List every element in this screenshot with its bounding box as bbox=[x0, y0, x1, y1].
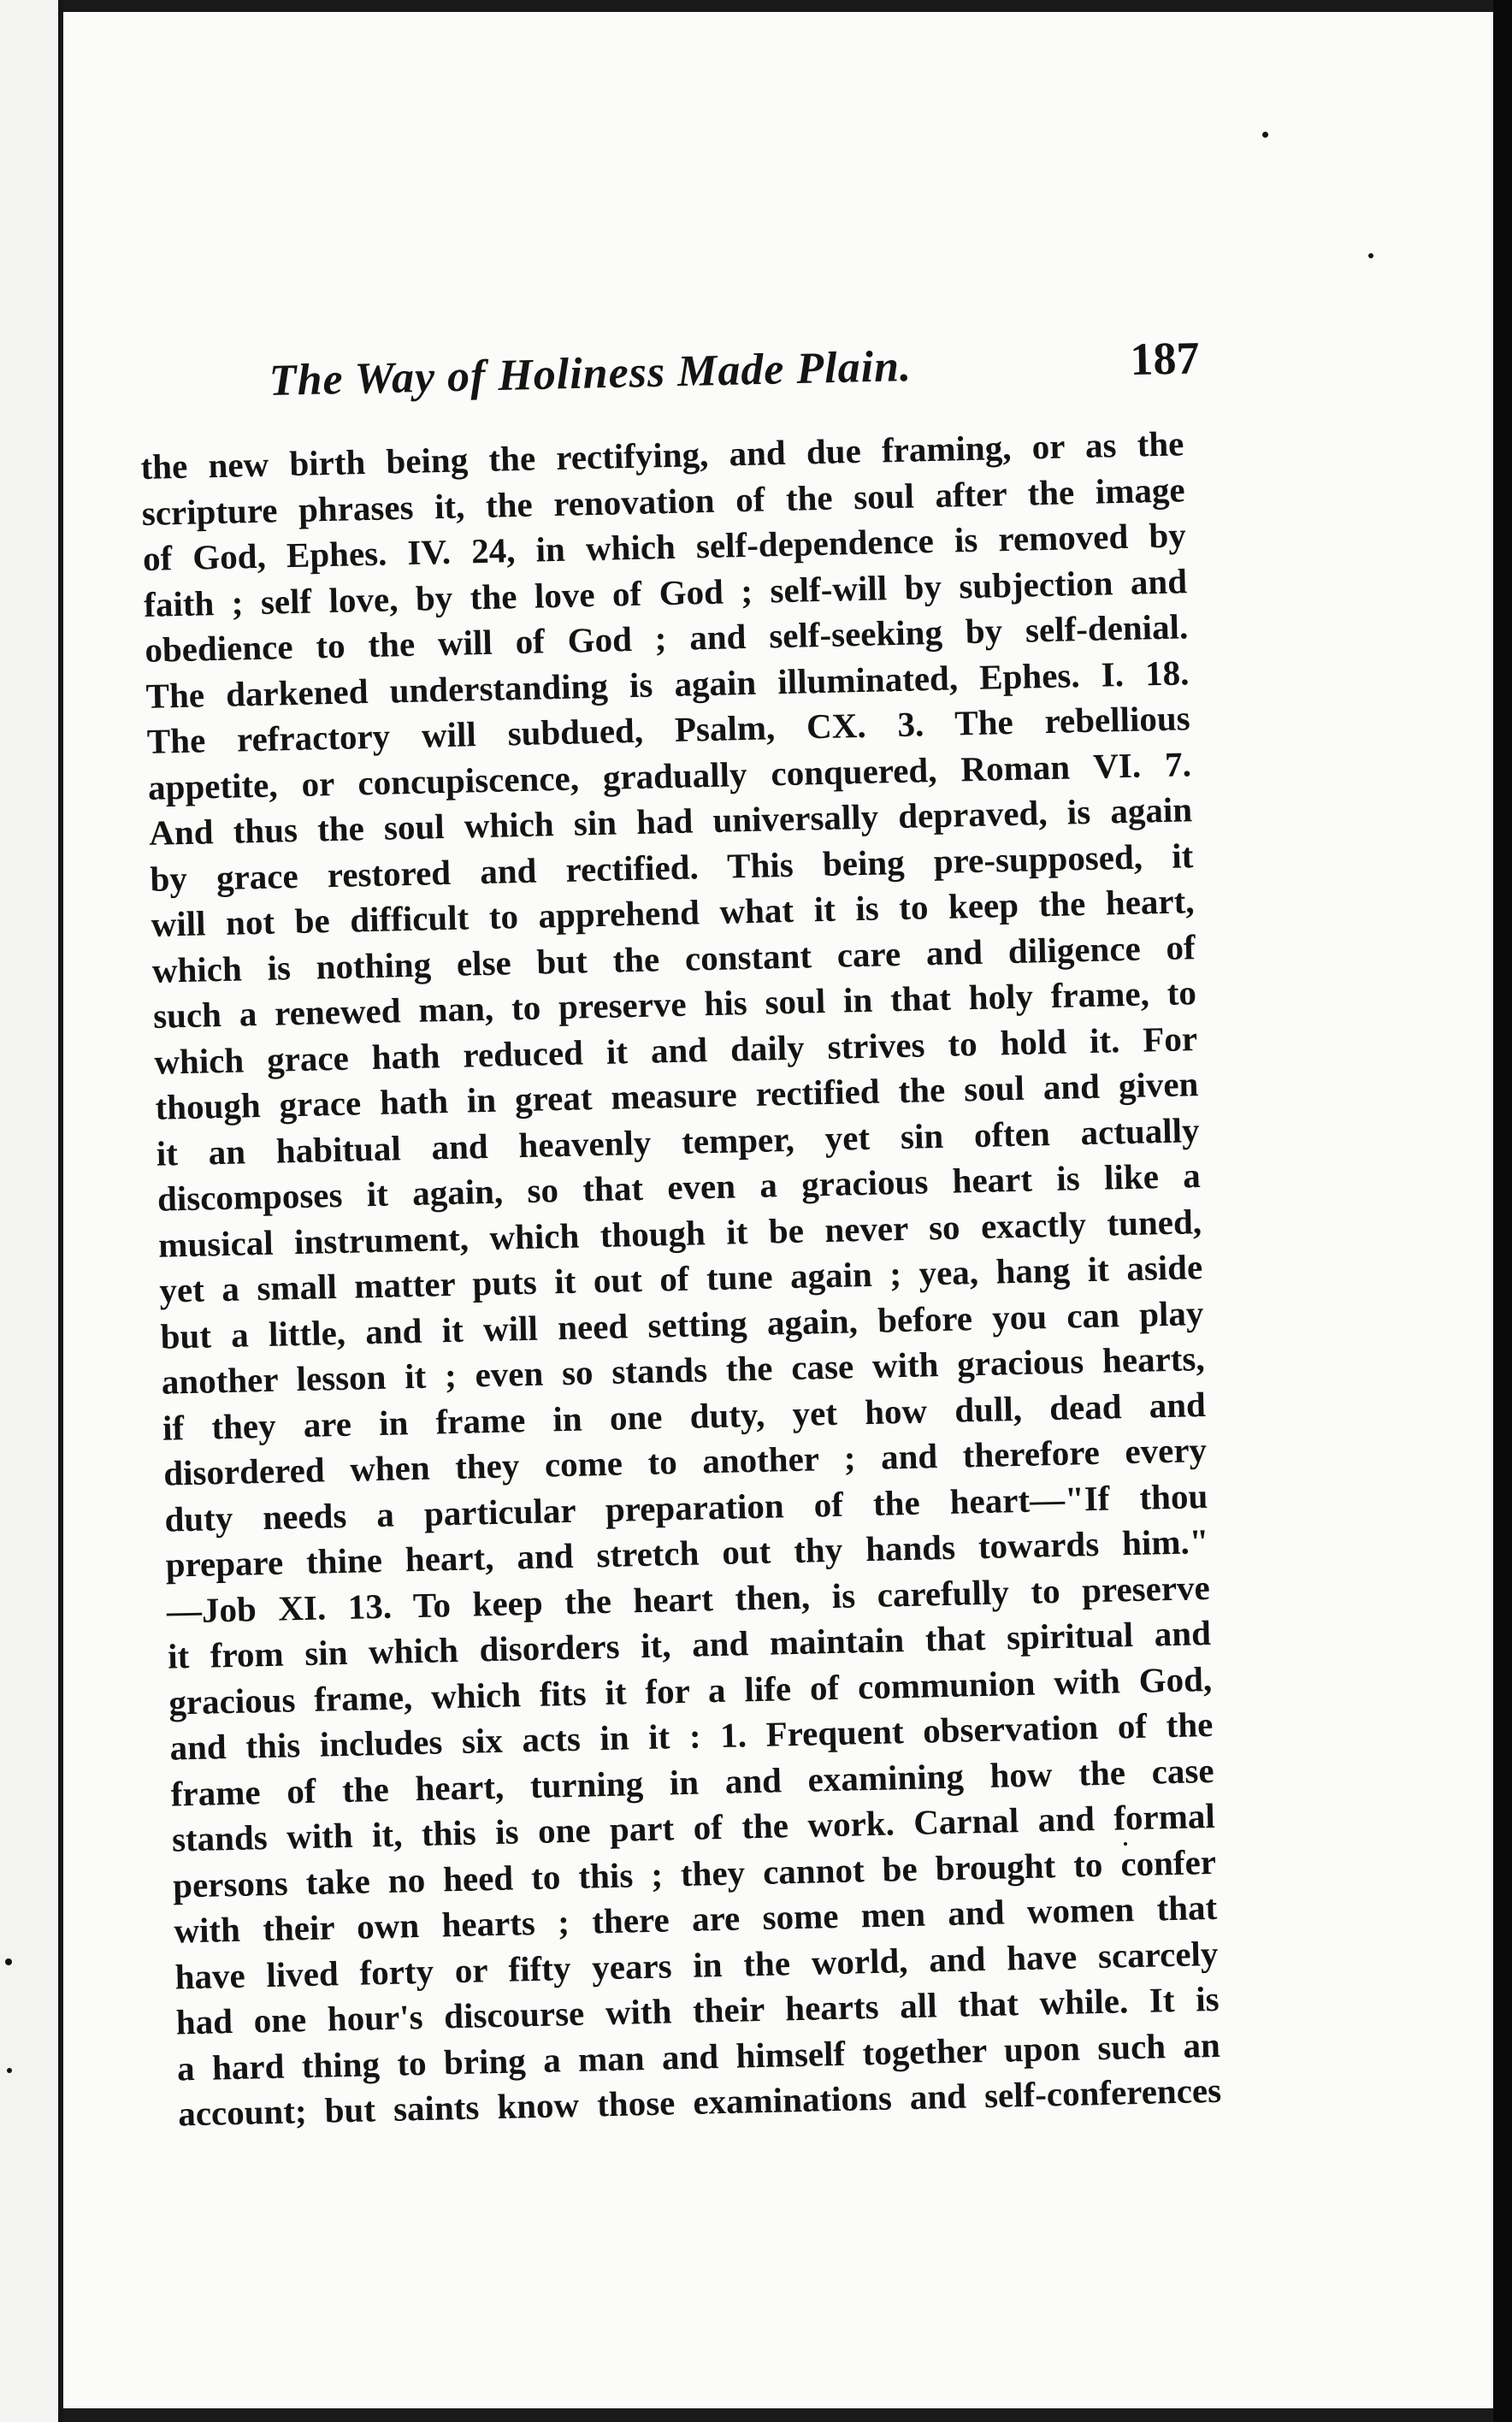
ink-speck bbox=[1368, 253, 1373, 258]
text-line: obedience to the will of God ; and self-seeking by self-denial. bbox=[144, 606, 1189, 670]
text-line: the new birth being the rectifying, and due framing, or as the bbox=[140, 423, 1184, 487]
text-line: had one hour's discourse with their hearts all that while. It is bbox=[175, 1978, 1220, 2042]
text-line: scripture phrases it, the renovation of the soul after the image bbox=[141, 469, 1186, 533]
text-line: The refractory will subdued, Psalm, CX. 3. The rebellious bbox=[146, 698, 1191, 761]
text-line: The darkened understanding is again illuminated, Ephes. I. 18. bbox=[145, 652, 1190, 716]
text-line: And thus the soul which sin had universally depraved, is again bbox=[148, 789, 1193, 853]
text-line: though grace hath in great measure rectified the soul and given bbox=[155, 1064, 1199, 1127]
text-line: it an habitual and heavenly temper, yet sin often actually bbox=[156, 1109, 1201, 1173]
text-line: yet a small matter puts it out of tune again ; yea, hang it aside bbox=[158, 1247, 1203, 1310]
text-line: which is nothing else but the constant care and diligence of bbox=[151, 926, 1196, 990]
text-line: —Job XI. 13. To keep the heart then, is carefully to preserve bbox=[166, 1567, 1211, 1631]
text-line: such a renewed man, to preserve his soul in that holy frame, to bbox=[152, 972, 1197, 1036]
running-head bbox=[269, 319, 1201, 426]
text-line: a hard thing to bring a man and himself together upon such an bbox=[176, 2024, 1221, 2088]
text-line: appetite, or concupiscence, gradually conquered, Roman VI. 7. bbox=[147, 743, 1192, 807]
text-line: account; but saints know those examinations and self-conferences bbox=[177, 2070, 1222, 2134]
running-title: The Way of Holiness Made Plain. bbox=[269, 341, 913, 406]
text-line: but a little, and it will need setting again, before you can play bbox=[160, 1292, 1204, 1356]
scan-bottom-edge bbox=[63, 2408, 1493, 2422]
text-line: prepare thine heart, and stretch out thy hands towards him." bbox=[165, 1521, 1209, 1585]
scan-left-edge bbox=[0, 0, 63, 2422]
text-line: if they are in frame in one duty, yet how dull, dead and bbox=[162, 1384, 1207, 1448]
text-line: persons take no heed to this ; they cannot be brought to confer bbox=[172, 1841, 1217, 1905]
text-line: faith ; self love, by the love of God ; self-will by subjection and bbox=[143, 560, 1188, 624]
page-number: 187 bbox=[1129, 332, 1201, 386]
ink-speck bbox=[1262, 132, 1268, 138]
text-line: another lesson it ; even so stands the case with gracious hearts, bbox=[161, 1338, 1206, 1402]
text-line: with their own hearts ; there are some men and women that bbox=[173, 1887, 1218, 1951]
book-page bbox=[63, 12, 1493, 2408]
text-line: musical instrument, which though it be never so exactly tuned, bbox=[157, 1201, 1202, 1265]
text-line: and this includes six acts in it : 1. Frequent observation of the bbox=[169, 1704, 1214, 1768]
text-line: frame of the heart, turning in and examining how the case bbox=[170, 1750, 1214, 1814]
body-text bbox=[140, 421, 1222, 2137]
text-line: by grace restored and rectified. This being pre-supposed, it bbox=[149, 835, 1194, 899]
ink-speck bbox=[5, 1958, 12, 1965]
text-line: discomposes it again, so that even a gracious heart is like a bbox=[157, 1155, 1202, 1219]
text-line: have lived forty or fifty years in the world, and have scarcely bbox=[174, 1933, 1219, 1997]
text-line: gracious frame, which fits it for a life of communion with God, bbox=[168, 1658, 1213, 1722]
scan-right-edge bbox=[1493, 0, 1512, 2422]
scan-top-edge bbox=[63, 0, 1493, 12]
text-line: of God, Ephes. IV. 24, in which self-dependence is removed by bbox=[142, 515, 1187, 578]
text-line: it from sin which disorders it, and maintain that spiritual and bbox=[167, 1612, 1212, 1676]
ink-speck bbox=[7, 2068, 12, 2073]
text-line: stands with it, this is one part of the work. Carnal and formal bbox=[171, 1795, 1216, 1859]
text-line: which grace hath reduced it and daily strives to hold it. For bbox=[153, 1018, 1198, 1082]
text-line: duty needs a particular preparation of the heart—"If thou bbox=[163, 1475, 1208, 1539]
text-line: disordered when they come to another ; and therefore every bbox=[162, 1430, 1208, 1493]
text-line: will not be difficult to apprehend what it is to keep the heart, bbox=[151, 881, 1195, 944]
